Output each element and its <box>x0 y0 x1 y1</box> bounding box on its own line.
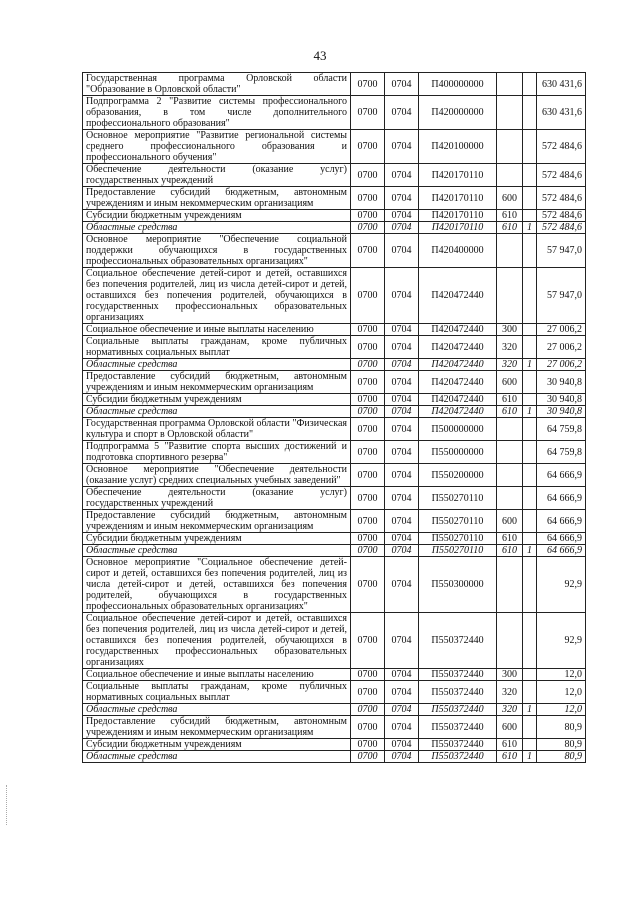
section-code: 0700 <box>351 164 385 187</box>
amount: 64 666,9 <box>537 510 586 533</box>
funding-source-code <box>523 464 537 487</box>
table-row <box>83 704 586 716</box>
target-article-code: П550270110 <box>419 533 497 545</box>
subsection-code: 0704 <box>385 739 419 751</box>
section-code: 0700 <box>351 739 385 751</box>
section-code: 0700 <box>351 716 385 739</box>
amount: 27 006,2 <box>537 359 586 371</box>
funding-source-code <box>523 73 537 96</box>
table-row <box>83 234 586 268</box>
table-row <box>83 394 586 406</box>
amount: 92,9 <box>537 613 586 669</box>
amount: 27 006,2 <box>537 336 586 359</box>
subsection-code: 0704 <box>385 533 419 545</box>
table-row <box>83 268 586 324</box>
section-code: 0700 <box>351 681 385 704</box>
amount: 572 484,6 <box>537 130 586 164</box>
row-name: Основное мероприятие "Развитие региональной системы среднего профессионального образования и профессионального обучения" <box>83 130 351 164</box>
target-article-code: П420000000 <box>419 96 497 130</box>
amount: 572 484,6 <box>537 210 586 222</box>
expense-type-code: 320 <box>497 704 523 716</box>
target-article-code: П500000000 <box>419 418 497 441</box>
subsection-code: 0704 <box>385 130 419 164</box>
subsection-code: 0704 <box>385 716 419 739</box>
target-article-code: П420170110 <box>419 187 497 210</box>
section-code: 0700 <box>351 394 385 406</box>
row-name: Обеспечение деятельности (оказание услуг) государственных учреждений <box>83 487 351 510</box>
row-name: Социальное обеспечение детей-сирот и детей, оставшихся без попечения родителей, лиц из числа детей-сирот и детей, оставшихся без попечения родителей, обучающихся в государственных профессиональных образовательных организациях <box>83 613 351 669</box>
amount: 572 484,6 <box>537 164 586 187</box>
amount: 27 006,2 <box>537 324 586 336</box>
expense-type-code: 320 <box>497 681 523 704</box>
section-code: 0700 <box>351 371 385 394</box>
target-article-code: П550372440 <box>419 613 497 669</box>
subsection-code: 0704 <box>385 545 419 557</box>
table-row <box>83 739 586 751</box>
table-row <box>83 441 586 464</box>
subsection-code: 0704 <box>385 487 419 510</box>
subsection-code: 0704 <box>385 187 419 210</box>
expense-type-code <box>497 557 523 613</box>
subsection-code: 0704 <box>385 418 419 441</box>
amount: 64 666,9 <box>537 533 586 545</box>
table-row <box>83 336 586 359</box>
funding-source-code <box>523 268 537 324</box>
section-code: 0700 <box>351 487 385 510</box>
section-code: 0700 <box>351 336 385 359</box>
target-article-code: П550372440 <box>419 669 497 681</box>
subsection-code: 0704 <box>385 324 419 336</box>
row-name: Предоставление субсидий бюджетным, автономным учреждениям и иным некоммерческим организациям <box>83 510 351 533</box>
funding-source-code <box>523 533 537 545</box>
amount: 64 759,8 <box>537 441 586 464</box>
target-article-code: П550372440 <box>419 751 497 763</box>
row-name: Подпрограмма 2 "Развитие системы профессионального образования, в том числе дополнительного профессионального образования" <box>83 96 351 130</box>
amount: 30 940,8 <box>537 406 586 418</box>
row-name: Предоставление субсидий бюджетным, автономным учреждениям и иным некоммерческим организациям <box>83 716 351 739</box>
amount: 92,9 <box>537 557 586 613</box>
funding-source-code: 1 <box>523 359 537 371</box>
subsection-code: 0704 <box>385 268 419 324</box>
target-article-code: П420472440 <box>419 359 497 371</box>
expense-type-code: 610 <box>497 222 523 234</box>
target-article-code: П420472440 <box>419 324 497 336</box>
row-name: Предоставление субсидий бюджетным, автономным учреждениям и иным некоммерческим организациям <box>83 187 351 210</box>
target-article-code: П550270110 <box>419 545 497 557</box>
row-name: Субсидии бюджетным учреждениям <box>83 394 351 406</box>
amount: 57 947,0 <box>537 234 586 268</box>
section-code: 0700 <box>351 441 385 464</box>
table-row <box>83 96 586 130</box>
row-name: Областные средства <box>83 704 351 716</box>
section-code: 0700 <box>351 130 385 164</box>
expense-type-code: 600 <box>497 187 523 210</box>
expense-type-code: 610 <box>497 751 523 763</box>
funding-source-code <box>523 510 537 533</box>
section-code: 0700 <box>351 418 385 441</box>
row-name: Социальное обеспечение детей-сирот и детей, оставшихся без попечения родителей, лиц из числа детей-сирот и детей, оставшихся без попечения родителей, обучающихся в государственных профессиональных образовательных организациях <box>83 268 351 324</box>
table-row <box>83 545 586 557</box>
target-article-code: П420170110 <box>419 164 497 187</box>
target-article-code: П420472440 <box>419 336 497 359</box>
section-code: 0700 <box>351 234 385 268</box>
amount: 64 666,9 <box>537 487 586 510</box>
table-row <box>83 187 586 210</box>
subsection-code: 0704 <box>385 234 419 268</box>
funding-source-code: 1 <box>523 545 537 557</box>
row-name: Областные средства <box>83 406 351 418</box>
table-row <box>83 613 586 669</box>
subsection-code: 0704 <box>385 406 419 418</box>
amount: 57 947,0 <box>537 268 586 324</box>
subsection-code: 0704 <box>385 96 419 130</box>
section-code: 0700 <box>351 557 385 613</box>
funding-source-code: 1 <box>523 222 537 234</box>
table-row <box>83 716 586 739</box>
section-code: 0700 <box>351 210 385 222</box>
target-article-code: П400000000 <box>419 73 497 96</box>
table-row <box>83 510 586 533</box>
amount: 12,0 <box>537 669 586 681</box>
target-article-code: П420472440 <box>419 406 497 418</box>
expense-type-code <box>497 234 523 268</box>
funding-source-code <box>523 418 537 441</box>
row-name: Основное мероприятие "Обеспечение деятельности (оказание услуг) средних специальных учебных заведений" <box>83 464 351 487</box>
target-article-code: П550372440 <box>419 704 497 716</box>
subsection-code: 0704 <box>385 210 419 222</box>
table-row <box>83 751 586 763</box>
funding-source-code: 1 <box>523 704 537 716</box>
row-name: Социальные выплаты гражданам, кроме публичных нормативных социальных выплат <box>83 681 351 704</box>
subsection-code: 0704 <box>385 222 419 234</box>
expense-type-code: 610 <box>497 394 523 406</box>
funding-source-code <box>523 187 537 210</box>
table-row <box>83 533 586 545</box>
table-row <box>83 487 586 510</box>
section-code: 0700 <box>351 669 385 681</box>
subsection-code: 0704 <box>385 371 419 394</box>
row-name: Государственная программа Орловской области "Образование в Орловской области" <box>83 73 351 96</box>
funding-source-code <box>523 96 537 130</box>
subsection-code: 0704 <box>385 669 419 681</box>
expense-type-code <box>497 464 523 487</box>
row-name: Областные средства <box>83 751 351 763</box>
expense-type-code <box>497 130 523 164</box>
row-name: Социальное обеспечение и иные выплаты населению <box>83 669 351 681</box>
funding-source-code: 1 <box>523 751 537 763</box>
expense-type-code <box>497 441 523 464</box>
expense-type-code: 300 <box>497 324 523 336</box>
section-code: 0700 <box>351 96 385 130</box>
subsection-code: 0704 <box>385 613 419 669</box>
table-row <box>83 73 586 96</box>
row-name: Областные средства <box>83 222 351 234</box>
expense-type-code <box>497 418 523 441</box>
section-code: 0700 <box>351 187 385 210</box>
funding-source-code <box>523 716 537 739</box>
section-code: 0700 <box>351 704 385 716</box>
amount: 80,9 <box>537 739 586 751</box>
section-code: 0700 <box>351 613 385 669</box>
expense-type-code <box>497 487 523 510</box>
subsection-code: 0704 <box>385 751 419 763</box>
table-row <box>83 681 586 704</box>
target-article-code: П550372440 <box>419 716 497 739</box>
table-row <box>83 406 586 418</box>
table-row <box>83 210 586 222</box>
amount: 64 666,9 <box>537 545 586 557</box>
expense-type-code: 300 <box>497 669 523 681</box>
target-article-code: П420100000 <box>419 130 497 164</box>
section-code: 0700 <box>351 545 385 557</box>
subsection-code: 0704 <box>385 464 419 487</box>
page-number: 43 <box>313 48 327 63</box>
table-row <box>83 371 586 394</box>
row-name: Подпрограмма 5 "Развитие спорта высших достижений и подготовка спортивного резерва" <box>83 441 351 464</box>
funding-source-code <box>523 394 537 406</box>
row-name: Обеспечение деятельности (оказание услуг) государственных учреждений <box>83 164 351 187</box>
funding-source-code <box>523 324 537 336</box>
table-row <box>83 324 586 336</box>
row-name: Социальные выплаты гражданам, кроме публичных нормативных социальных выплат <box>83 336 351 359</box>
table-row <box>83 464 586 487</box>
target-article-code: П550270110 <box>419 510 497 533</box>
table-row <box>83 222 586 234</box>
expense-type-code <box>497 268 523 324</box>
expense-type-code <box>497 164 523 187</box>
expense-type-code: 320 <box>497 336 523 359</box>
funding-source-code <box>523 164 537 187</box>
funding-source-code <box>523 130 537 164</box>
expense-type-code: 320 <box>497 359 523 371</box>
table-row <box>83 557 586 613</box>
funding-source-code <box>523 234 537 268</box>
expense-type-code <box>497 96 523 130</box>
amount: 572 484,6 <box>537 187 586 210</box>
funding-source-code <box>523 681 537 704</box>
subsection-code: 0704 <box>385 704 419 716</box>
subsection-code: 0704 <box>385 359 419 371</box>
amount: 30 940,8 <box>537 371 586 394</box>
subsection-code: 0704 <box>385 510 419 533</box>
target-article-code: П420472440 <box>419 371 497 394</box>
table-row <box>83 164 586 187</box>
expense-type-code: 610 <box>497 739 523 751</box>
budget-table <box>82 72 586 763</box>
amount: 80,9 <box>537 716 586 739</box>
expense-type-code: 600 <box>497 371 523 394</box>
section-code: 0700 <box>351 222 385 234</box>
row-name: Областные средства <box>83 545 351 557</box>
section-code: 0700 <box>351 268 385 324</box>
target-article-code: П550300000 <box>419 557 497 613</box>
amount: 630 431,6 <box>537 96 586 130</box>
funding-source-code <box>523 669 537 681</box>
subsection-code: 0704 <box>385 164 419 187</box>
funding-source-code <box>523 441 537 464</box>
row-name: Областные средства <box>83 359 351 371</box>
target-article-code: П420400000 <box>419 234 497 268</box>
funding-source-code <box>523 557 537 613</box>
row-name: Социальное обеспечение и иные выплаты населению <box>83 324 351 336</box>
expense-type-code: 610 <box>497 406 523 418</box>
section-code: 0700 <box>351 73 385 96</box>
target-article-code: П550000000 <box>419 441 497 464</box>
section-code: 0700 <box>351 751 385 763</box>
row-name: Предоставление субсидий бюджетным, автономным учреждениям и иным некоммерческим организациям <box>83 371 351 394</box>
expense-type-code: 610 <box>497 210 523 222</box>
row-name: Государственная программа Орловской области "Физическая культура и спорт в Орловской области" <box>83 418 351 441</box>
target-article-code: П550372440 <box>419 681 497 704</box>
subsection-code: 0704 <box>385 681 419 704</box>
margin-mark <box>6 785 9 825</box>
target-article-code: П420472440 <box>419 394 497 406</box>
amount: 64 666,9 <box>537 464 586 487</box>
expense-type-code: 610 <box>497 545 523 557</box>
amount: 64 759,8 <box>537 418 586 441</box>
section-code: 0700 <box>351 464 385 487</box>
amount: 572 484,6 <box>537 222 586 234</box>
amount: 80,9 <box>537 751 586 763</box>
row-name: Субсидии бюджетным учреждениям <box>83 533 351 545</box>
funding-source-code <box>523 613 537 669</box>
table-row <box>83 359 586 371</box>
table-row <box>83 669 586 681</box>
amount: 12,0 <box>537 681 586 704</box>
section-code: 0700 <box>351 324 385 336</box>
row-name: Основное мероприятие "Обеспечение социальной поддержки обучающихся в государственных профессиональных образовательных организациях" <box>83 234 351 268</box>
expense-type-code: 600 <box>497 716 523 739</box>
subsection-code: 0704 <box>385 441 419 464</box>
target-article-code: П550200000 <box>419 464 497 487</box>
row-name: Субсидии бюджетным учреждениям <box>83 739 351 751</box>
section-code: 0700 <box>351 510 385 533</box>
target-article-code: П420472440 <box>419 268 497 324</box>
amount: 12,0 <box>537 704 586 716</box>
expense-type-code: 600 <box>497 510 523 533</box>
subsection-code: 0704 <box>385 73 419 96</box>
target-article-code: П550270110 <box>419 487 497 510</box>
target-article-code: П550372440 <box>419 739 497 751</box>
funding-source-code: 1 <box>523 406 537 418</box>
target-article-code: П420170110 <box>419 222 497 234</box>
expense-type-code <box>497 613 523 669</box>
budget-table-body <box>83 73 586 763</box>
amount: 30 940,8 <box>537 394 586 406</box>
amount: 630 431,6 <box>537 73 586 96</box>
funding-source-code <box>523 739 537 751</box>
subsection-code: 0704 <box>385 557 419 613</box>
section-code: 0700 <box>351 406 385 418</box>
funding-source-code <box>523 336 537 359</box>
section-code: 0700 <box>351 359 385 371</box>
row-name: Субсидии бюджетным учреждениям <box>83 210 351 222</box>
table-row <box>83 418 586 441</box>
expense-type-code <box>497 73 523 96</box>
target-article-code: П420170110 <box>419 210 497 222</box>
table-row <box>83 130 586 164</box>
subsection-code: 0704 <box>385 394 419 406</box>
section-code: 0700 <box>351 533 385 545</box>
subsection-code: 0704 <box>385 336 419 359</box>
expense-type-code: 610 <box>497 533 523 545</box>
funding-source-code <box>523 210 537 222</box>
funding-source-code <box>523 487 537 510</box>
funding-source-code <box>523 371 537 394</box>
row-name: Основное мероприятие "Социальное обеспечение детей-сирот и детей, оставшихся без попечения родителей, лиц из числа детей-сирот и детей, оставшихся без попечения родителей, обучающихся в государственных профессиональных образовательных организациях" <box>83 557 351 613</box>
